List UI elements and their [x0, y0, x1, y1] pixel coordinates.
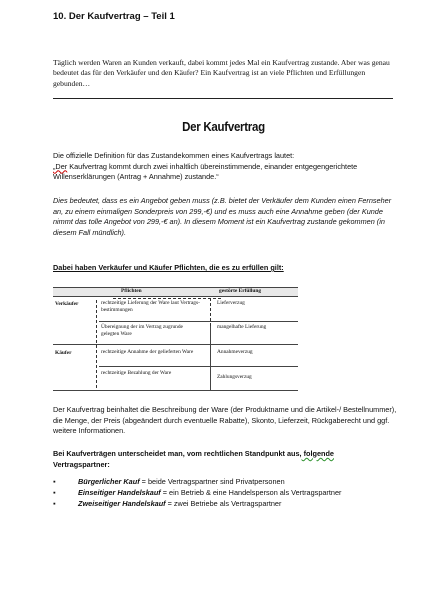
- table-party-seller: Verkäufer: [55, 301, 79, 307]
- table-duty: rechtzeitige Bezahlung der Ware: [101, 370, 172, 376]
- list-item-term: Zweiseitiger Handelskauf: [78, 498, 166, 508]
- table-duty: rechtzeitige Annahme der gelieferten Ware: [101, 349, 194, 355]
- definition-quote-start: „Der: [53, 161, 68, 171]
- partners-heading-b: folgende: [301, 449, 334, 458]
- table-dashed-rule: [113, 298, 221, 299]
- bullet-icon: ▪: [53, 498, 56, 508]
- table-header-breach: gestörte Erfüllung: [219, 288, 262, 294]
- table-breach: mangelhafte Lieferung: [217, 324, 267, 330]
- list-item: [53, 477, 398, 488]
- list-item-term: Einseitiger Handelskauf: [78, 487, 161, 497]
- list-item: [53, 499, 398, 510]
- list-item: [53, 488, 398, 499]
- table-dashed-divider: [210, 298, 211, 326]
- table-rule: [53, 390, 298, 391]
- list-item-text: = beide Vertragspartner sind Privatpersonen: [139, 477, 285, 486]
- table-header-background: [53, 287, 298, 296]
- definition-quote: [53, 162, 398, 183]
- table-party-buyer: Käufer: [55, 350, 72, 356]
- bullet-icon: ▪: [53, 487, 56, 497]
- table-rule: [53, 344, 298, 345]
- table-breach: Lieferverzug: [217, 300, 245, 306]
- description-paragraph: Der Kaufvertrag beinhaltet die Beschreibung der Ware (der Produktname und die Artikel-/ Bestellnummer), die Menge, der Preis (abgeändert durch eventuelle Rabatte), Skonto, Lieferzeit, Rückgaberecht und ggf. weitere Informationen.: [53, 405, 397, 436]
- table-rule: [99, 366, 298, 367]
- table-rule: [99, 321, 298, 322]
- list-item-text: = zwei Betriebe als Vertragspartner: [165, 498, 282, 508]
- definition-lead: Die offizielle Definition für das Zustandekommen eines Kaufvertrags lautet:: [53, 151, 295, 160]
- table-divider: [210, 326, 211, 390]
- table-duty: Übereignung der im Vertrag zugrunde gelegten Ware: [101, 324, 183, 337]
- intro-paragraph: Täglich werden Waren an Kunden verkauft, dabei kommt jedes Mal ein Kaufvertrag zustande. Aber was genau bedeutet das für den Verkäufer und den Käufer? Ein Kaufvertrag ist an viele Pflichten und Erfüllungen gebunden…: [53, 58, 390, 88]
- partners-heading: [53, 449, 398, 470]
- table-breach: Annahmeverzug: [217, 349, 253, 355]
- list-item-text: = ein Betrieb & eine Handelsperson als Vertragspartner: [160, 487, 342, 497]
- page-heading: 10. Der Kaufvertrag – Teil 1: [53, 11, 175, 22]
- divider: [53, 98, 393, 99]
- table-dashed-divider: [96, 300, 97, 388]
- table-header-duties: Pflichten: [121, 288, 142, 294]
- partners-list: [53, 477, 398, 509]
- definition-quote-rest: Kaufvertrag kommt durch zwei inhaltlich übereinstimmende, einander entgegengerichtete Willenserklärungen (Antrag + Annahme) zustande.“: [53, 161, 358, 182]
- duties-heading: Dabei haben Verkäufer und Käufer Pflichten, die es zu erfüllen gilt:: [53, 263, 284, 272]
- duties-table: [53, 284, 298, 392]
- partners-heading-a: Bei Kaufverträgen unterscheidet man, vom rechtlichen Standpunkt aus,: [53, 449, 302, 458]
- table-breach: Zahlungsverzug: [217, 374, 252, 380]
- list-item-term: Bürgerlicher Kauf: [78, 477, 140, 486]
- definition-paragraph: [53, 151, 398, 183]
- bullet-icon: ▪: [53, 477, 56, 486]
- table-rule: [53, 296, 298, 297]
- table-duty: rechtzeitige Lieferung der Ware laut Vertrags-bestimmungen: [101, 300, 200, 313]
- section-title: Der Kaufvertrag: [182, 120, 265, 134]
- example-paragraph: Dies bedeutet, dass es ein Angebot geben muss (z.B. bietet der Verkäufer dem Kunden einen Fernseher an, zu einem einmaligen Sonderpreis von 299,-€) und es muss auch eine Annahme geben (der Kunde nimmt das tolle Angebot von 299,-€ an). In diesem Moment ist ein Kaufvertrag zustande gekommen (in diesem Fall mündlich).: [53, 196, 392, 237]
- table-rule: [53, 287, 298, 288]
- partners-heading-c: Vertragspartner:: [53, 459, 110, 469]
